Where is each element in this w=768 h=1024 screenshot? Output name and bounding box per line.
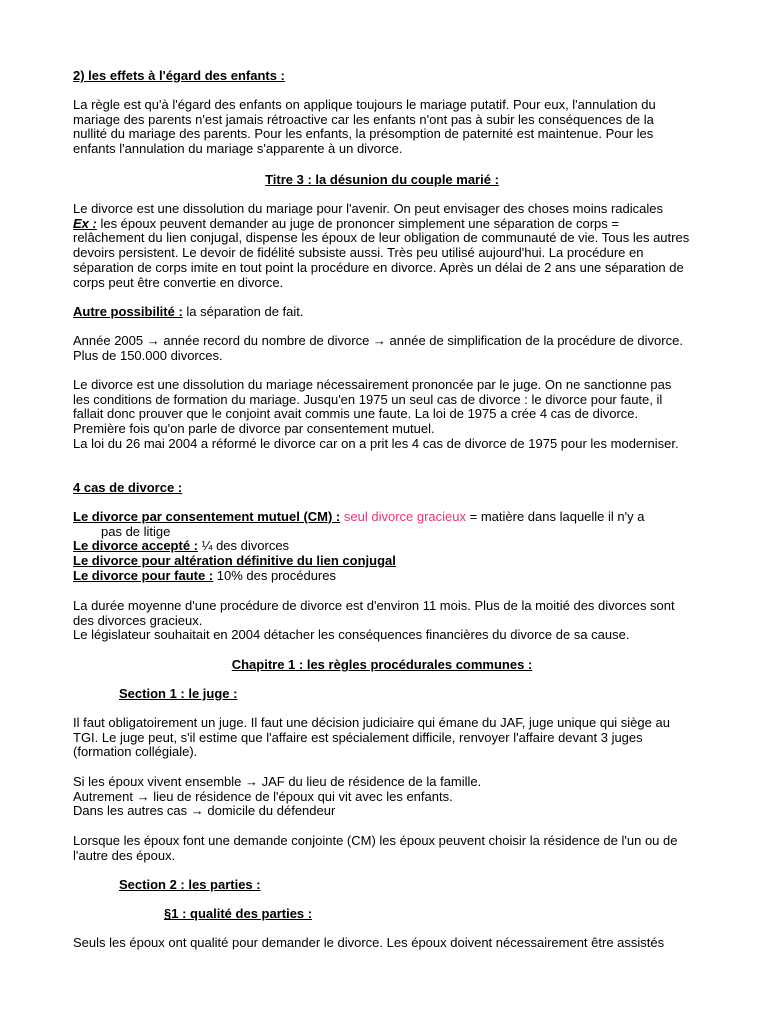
paragraph-text: La durée moyenne d'une procédure de divorce est d'environ 11 mois. Plus de la moitié des divorces sont des divorces gracieux. — [73, 598, 675, 628]
line-residence-famille: Si les époux vivent ensemble → JAF du lieu de résidence de la famille. — [73, 774, 482, 789]
cas-text: = matière dans laquelle il n'y a — [466, 509, 645, 524]
section-1-heading: Section 1 : le juge : — [119, 686, 238, 701]
paragraph-demande-conjointe: Lorsque les époux font une demande conjointe (CM) les époux peuvent choisir la résidence de l'un ou de l'autre des époux. — [73, 833, 678, 863]
cas-label: Le divorce pour faute : — [73, 567, 214, 583]
subsection-1-heading: §1 : qualité des parties : — [164, 906, 313, 921]
cas-continuation: pas de litige — [101, 523, 171, 539]
paragraph-dissolution — [73, 202, 691, 290]
paragraph-autre-possibilite — [73, 305, 691, 320]
paragraph-duree-moyenne — [73, 599, 691, 643]
paragraph-rest: les époux peuvent demander au juge de prononcer simplement une séparation de corps = relâchement du lien conjugal, dispense les époux de leur obligation de communauté de vie. Tous les autres devoirs persistent. Le devoir de fidélité subsiste aussi. Très peu utilisé aujourd'hui. La procédure en séparation de corps imite en tout point la procédure en divorce. Après un délai de 2 ans une séparation de corps peut être convertie en divorce. — [73, 215, 690, 290]
section-2-heading: Section 2 : les parties : — [119, 877, 261, 892]
cas-list — [73, 510, 691, 584]
paragraph-line-1: Le divorce est une dissolution du mariage pour l'avenir. On peut envisager des choses moins radicales — [73, 201, 663, 216]
title-titre-3: Titre 3 : la désunion du couple marié : — [265, 172, 499, 187]
paragraph-annee-2005: Année 2005 → année record du nombre de divorce → année de simplification de la procédure de divorce. Plus de 150.000 divorces. — [73, 333, 683, 363]
paragraph-divorce-juge — [73, 378, 691, 452]
ex-label: Ex : — [73, 215, 97, 231]
paragraph-competence — [73, 775, 691, 819]
cas-label: Le divorce pour altération définitive du lien conjugal — [73, 553, 396, 569]
paragraph-mariage-putatif: La règle est qu'à l'égard des enfants on applique toujours le mariage putatif. Pour eux, l'annulation du mariage des parents n'est jamais rétroactive car les enfants n'ont pas à subir les conséquences de la nullité du mariage des parents. Pour les enfants, la présomption de paternité est maintenue. Pour les enfants l'annulation du mariage s'apparente à un divorce. — [73, 97, 656, 157]
line-residence-epoux: Autrement → lieu de résidence de l'époux qui vit avec les enfants. — [73, 788, 453, 804]
cas-label: Le divorce par consentement mutuel (CM) : — [73, 509, 341, 524]
line-domicile-defendeur: Dans les autres cas → domicile du défendeur — [73, 803, 336, 819]
paragraph-juge: Il faut obligatoirement un juge. Il faut une décision judiciaire qui émane du JAF, juge unique qui siège au TGI. Le juge peut, s'il estime que l'affaire est spécialement difficile, renvoyer l'affaire devant 3 juges (formation collégiale). — [73, 715, 670, 760]
gracieux-highlight: seul divorce gracieux — [343, 509, 467, 524]
autre-text: la séparation de fait. — [182, 304, 304, 319]
paragraph-loi-2004: La loi du 26 mai 2004 a réformé le divorce car on a prit les 4 cas de divorce de 1975 pour les moderniser. — [73, 435, 679, 451]
cas-label: Le divorce accepté : — [73, 538, 198, 554]
cas-item-alteration — [73, 554, 691, 569]
cas-item-faute — [73, 569, 691, 584]
paragraph-text: Le divorce est une dissolution du mariage nécessairement prononcée par le juge. On ne sanctionne pas les conditions de formation du mariage. Jusqu'en 1975 un seul cas de divorce : le divorce pour faute, il fallait donc prouver que le conjoint avait commis une faute. La loi de 1975 a crée 4 cas de divorce. Première fois qu'on parle de divorce par consentement mutuel. — [73, 377, 672, 437]
section-heading-effets-enfants: 2) les effets à l'égard des enfants : — [73, 68, 285, 83]
heading-4-cas: 4 cas de divorce : — [73, 480, 183, 495]
paragraph-legislateur: Le législateur souhaitait en 2004 détacher les conséquences financières du divorce de sa cause. — [73, 627, 630, 643]
cas-item-consentement-mutuel — [73, 510, 691, 539]
paragraph-qualite-parties: Seuls les époux ont qualité pour demander le divorce. Les époux doivent nécessairement être assistés — [73, 935, 665, 950]
cas-text: 10% des procédures — [213, 567, 336, 583]
cas-text: ¼ des divorces — [198, 538, 290, 554]
cas-item-accepte — [73, 539, 691, 554]
autre-label: Autre possibilité : — [73, 304, 183, 319]
chapter-1-heading: Chapitre 1 : les règles procédurales communes : — [231, 657, 533, 672]
